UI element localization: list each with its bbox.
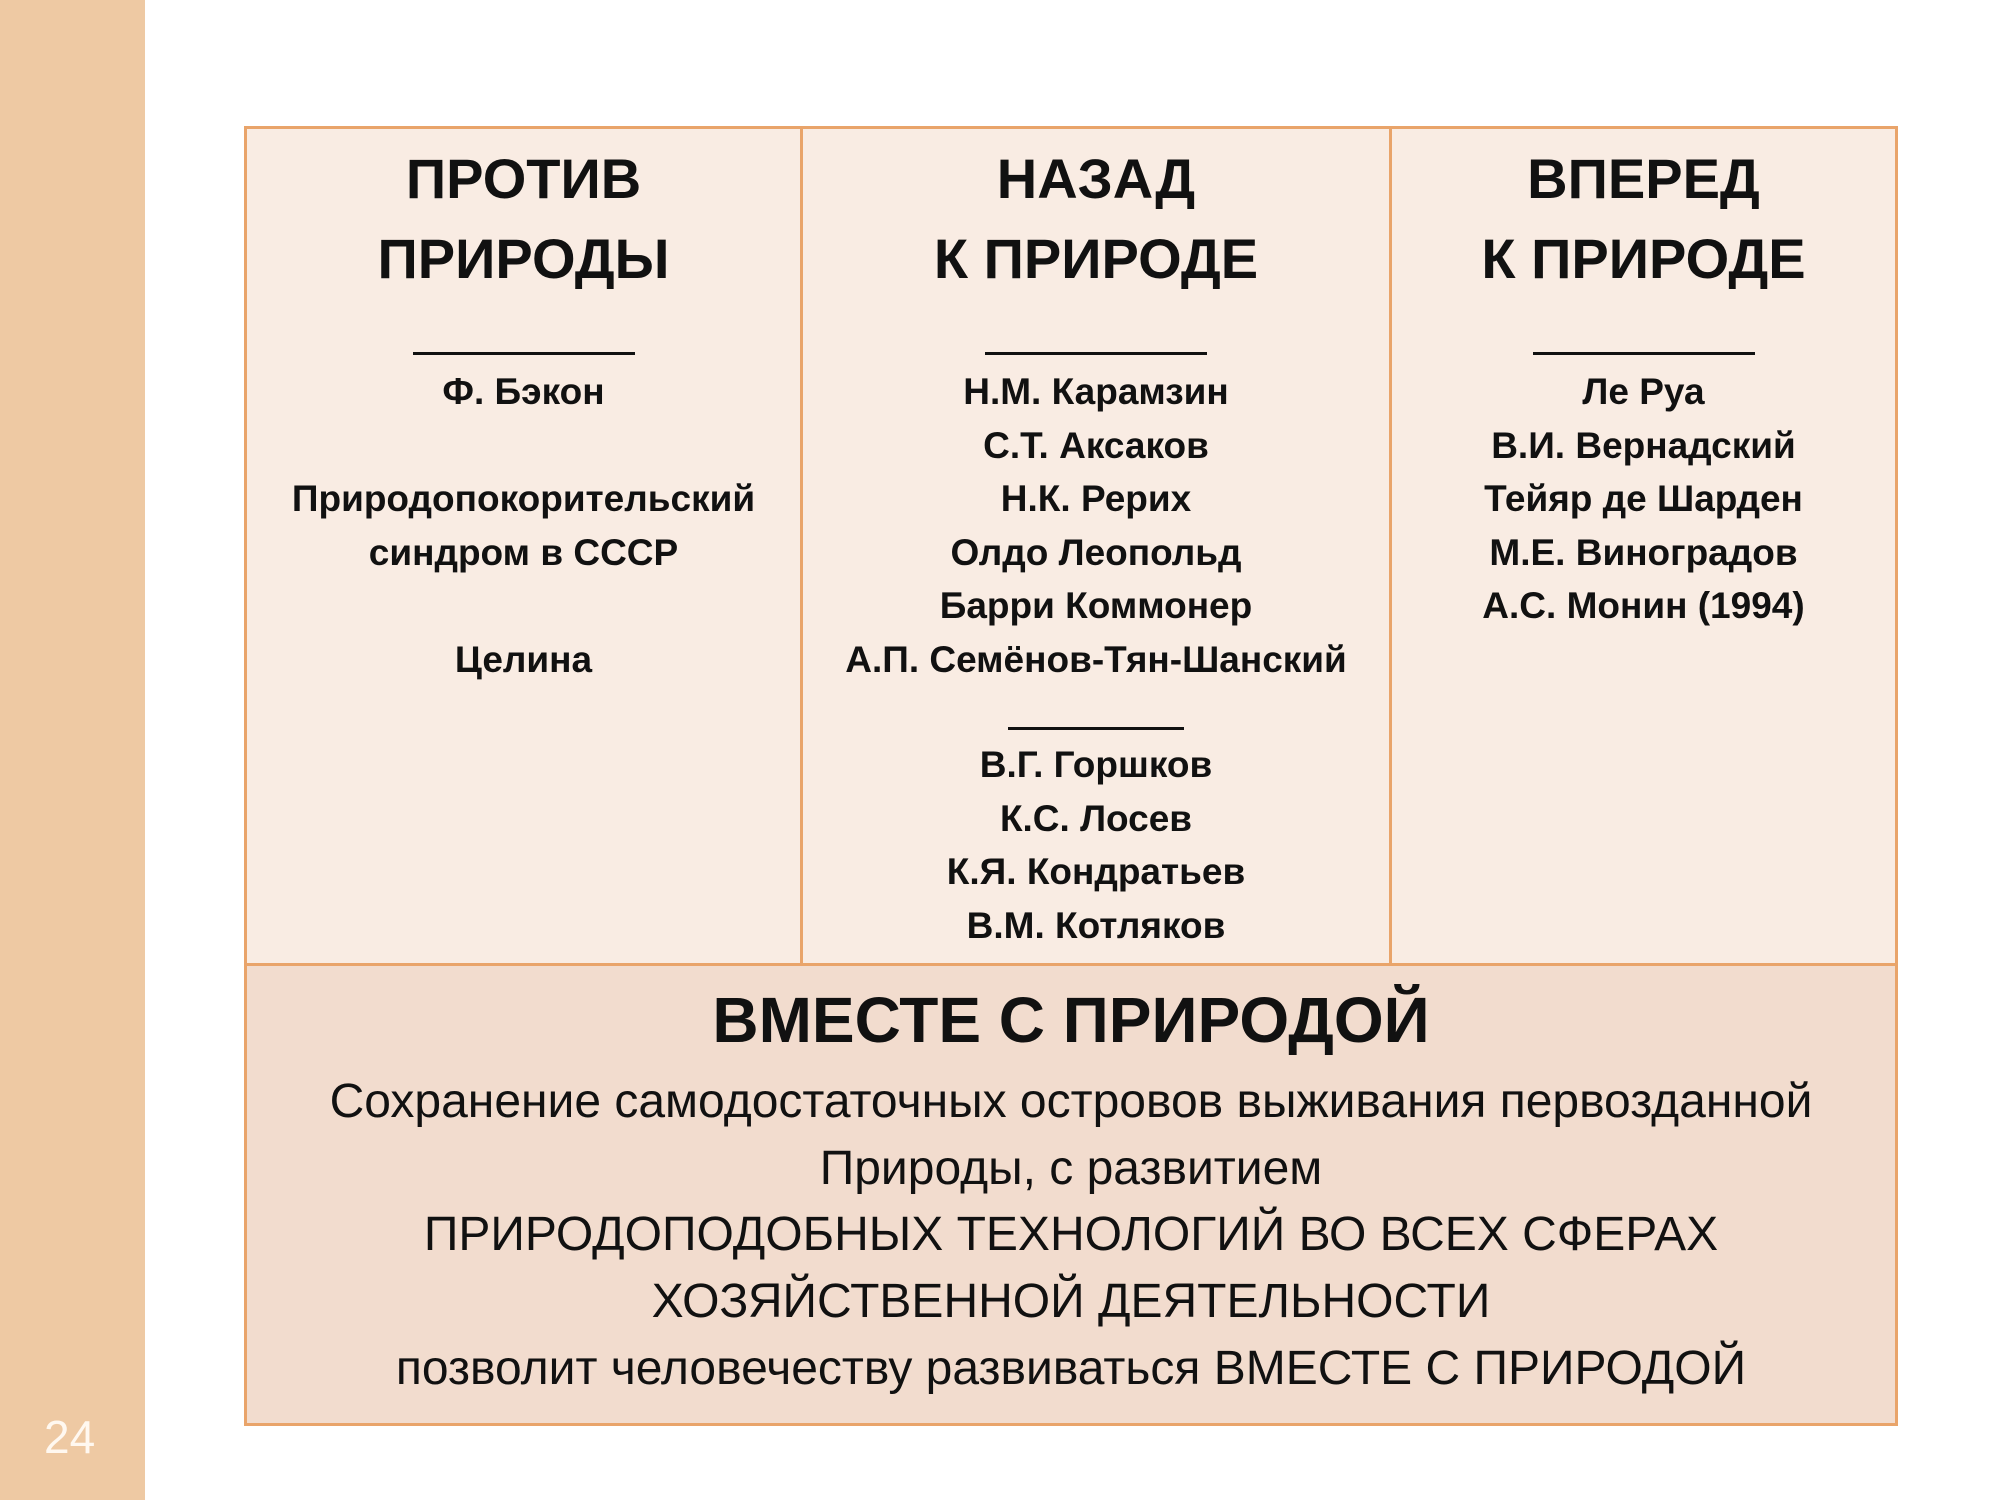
column-title-line: К ПРИРОДЕ [1481, 227, 1806, 290]
list-item: В.Г. Горшков [979, 744, 1213, 785]
list-item: Тейяр де Шарден [1484, 478, 1803, 519]
divider-line [985, 352, 1207, 355]
column-title [1392, 139, 1895, 299]
slide-sidebar [0, 0, 145, 1500]
column-against-nature [247, 129, 803, 963]
bottom-title: ВМЕСТЕ С ПРИРОДОЙ [712, 984, 1430, 1056]
list-item: А.П. Семёнов-Тян-Шанский [845, 638, 1347, 680]
table-bottom-row [247, 963, 1895, 1423]
column-forward-to-nature [1392, 129, 1895, 963]
description-line: Природы, с развитием [819, 1141, 1323, 1195]
names-list [803, 365, 1389, 686]
description-line: ПРИРОДОПОДОБНЫХ ТЕХНОЛОГИЙ ВО ВСЕХ СФЕРАХ [423, 1208, 1719, 1262]
list-item: Ле Руа [1582, 371, 1705, 412]
column-title [803, 139, 1389, 299]
list-item: Н.М. Карамзин [963, 371, 1229, 412]
bottom-description [247, 1069, 1895, 1403]
column-title [247, 139, 800, 299]
names-group [247, 365, 800, 419]
page-number: 24 [44, 1411, 96, 1463]
list-item: М.Е. Виноградов [1489, 531, 1798, 573]
names-group [247, 472, 800, 579]
list-item: Природопокорительский [291, 478, 756, 519]
list-item: А.С. Монин (1994) [1482, 585, 1805, 626]
column-title-line: ПРОТИВ [405, 147, 642, 210]
column-back-to-nature [803, 129, 1392, 963]
concept-table [244, 126, 1898, 1426]
list-item: С.Т. Аксаков [983, 424, 1209, 466]
list-item: Ф. Бэкон [442, 371, 605, 412]
divider-line [1533, 352, 1755, 355]
list-item: К.Я. Кондратьев [946, 851, 1246, 892]
column-title-line: ВПЕРЕД [1527, 147, 1760, 210]
list-item: Н.К. Рерих [1000, 478, 1192, 519]
names-group [247, 633, 800, 687]
names-list [803, 738, 1389, 952]
list-item: В.И. Вернадский [1491, 424, 1796, 466]
description-line: ХОЗЯЙСТВЕННОЙ ДЕЯТЕЛЬНОСТИ [651, 1275, 1491, 1329]
description-line: позволит человечеству развиваться ВМЕСТЕ С ПРИРОДОЙ [395, 1341, 1747, 1395]
list-item: К.С. Лосев [999, 797, 1193, 839]
table-top-row [247, 129, 1895, 963]
column-title-line: НАЗАД [996, 147, 1196, 210]
list-item: Олдо Леопольд [950, 531, 1242, 573]
column-title-line: К ПРИРОДЕ [933, 227, 1259, 290]
description-line: Сохранение самодостаточных островов выживания первозданной [329, 1075, 1813, 1128]
list-item: В.М. Котляков [966, 904, 1226, 946]
list-item: синдром в СССР [368, 531, 679, 573]
list-item: Целина [454, 638, 593, 680]
names-list [1392, 365, 1895, 633]
divider-line [413, 352, 635, 355]
column-title-line: ПРИРОДЫ [377, 227, 670, 290]
list-item: Барри Коммонер [939, 585, 1253, 626]
divider-line [1008, 727, 1184, 730]
names-list [247, 365, 800, 686]
